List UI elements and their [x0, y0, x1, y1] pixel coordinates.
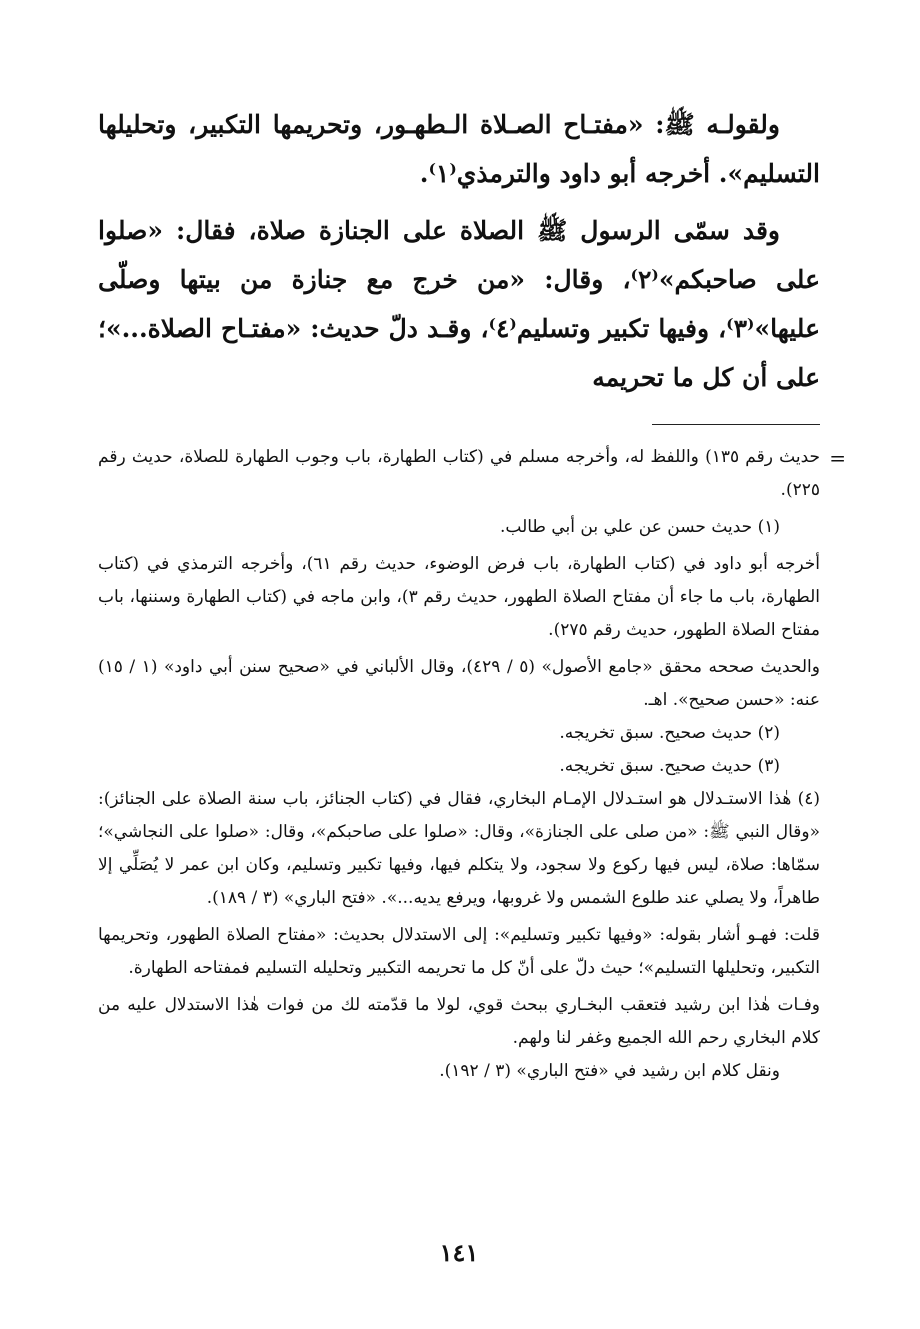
footnote-2: (٢) حديث صحيح. سبق تخريجه.: [559, 723, 780, 743]
continuation-mark: =: [829, 446, 846, 470]
footnote-4-body-4: ونقل كلام ابن رشيد في «فتح الباري» (٣ / ١٩٢).: [439, 1061, 780, 1081]
footnote-1-body-2: والحديث صححه محقق «جامع الأصول» (٥ / ٤٢٩)، وقال الألباني في «صحيح سنن أبي داود» (١ / ١٥) عنه: «حسن صحيح». اهـ.: [98, 657, 820, 710]
main-text: [98, 100, 820, 402]
footnote-4-body-2: قلت: فهـو أشار بقوله: «وفيها تكبير وتسليم»: إلى الاستدلال بحديث: «مفتاح الصلاة الطهور، وتحريمها التكبير، وتحليلها التسليم»؛ حيث دلّ على أنّ كل ما تحريمه التكبير وتحليله التسليم فمفتاحه الطهارة.: [98, 925, 820, 978]
main-paragraph-2: وقد سمّى الرسول ﷺ الصلاة على الجنازة صلاة، فقال: «صلوا على صاحبكم»⁽٢⁾، وقال: «من خرج مع جنازة من بيتها وصلّى عليها»⁽٣⁾، وفيها تكبير وتسليم⁽٤⁾، وقـد دلّ حديث: «مفتـاح الصلاة...»؛ على أن كل ما تحريمه: [98, 216, 820, 392]
footnote-4-body-3: وفـات هٰذا ابن رشيد فتعقب البخـاري ببحث قوي، لولا ما قدّمته لك من فوات هٰذا الاستدلال عليه من كلام البخاري رحم الله الجميع وغفر لنا ولهم.: [98, 995, 820, 1048]
main-paragraph-1: ولقولـه ﷺ: «مفتـاح الصـلاة الـطهـور، وتحريمها التكبير، وتحليلها التسليم». أخرجه أبو داود والترمذي⁽١⁾.: [98, 110, 820, 188]
book-page: [98, 100, 846, 1300]
footnote-1-body-1: أخرجه أبو داود في (كتاب الطهارة، باب فرض الوضوء، حديث رقم ٦١)، وأخرجه الترمذي في (كتاب الطهارة، باب ما جاء أن مفتاح الصلاة الطهور، حديث رقم ٣)، وابن ماجه في (كتاب الطهارة وسننها، باب مفتاح الصلاة الطهور، حديث رقم ٢٧٥).: [98, 554, 821, 640]
footnote-3: (٣) حديث صحيح. سبق تخريجه.: [559, 756, 780, 776]
footnote-divider: [652, 424, 820, 425]
footnote-continuation: حديث رقم ١٣٥) واللفظ له، وأخرجه مسلم في (كتاب الطهارة، باب وجوب الطهارة للصلاة، حديث رقم ٢٢٥).: [98, 447, 820, 500]
footnote-1-title: (١) حديث حسن عن علي بن أبي طالب.: [499, 517, 780, 537]
page-number: ١٤١: [439, 1238, 479, 1267]
footnote-4-body-1: (٤) هٰذا الاستـدلال هو استـدلال الإمـام البخاري، فقال في (كتاب الجنائز، باب سنة الصلاة على الجنائز): «وقال النبي ﷺ: «من صلى على الجنازة»، وقال: «صلوا على صاحبكم»، وقال: «صلوا على النجاشي»؛ سمّاها: صلاة، ليس فيها ركوع ولا سجود، ولا يتكلم فيها، وفيها تكبير وتسليم، وكان ابن عمر لا يُصَلِّي إلا طاهراً، ولا يصلي عند طلوع الشمس ولا غروبها، ويرفع يديه...». «فتح الباري» (٣ / ١٨٩).: [98, 789, 820, 908]
footnotes: [98, 441, 846, 1088]
